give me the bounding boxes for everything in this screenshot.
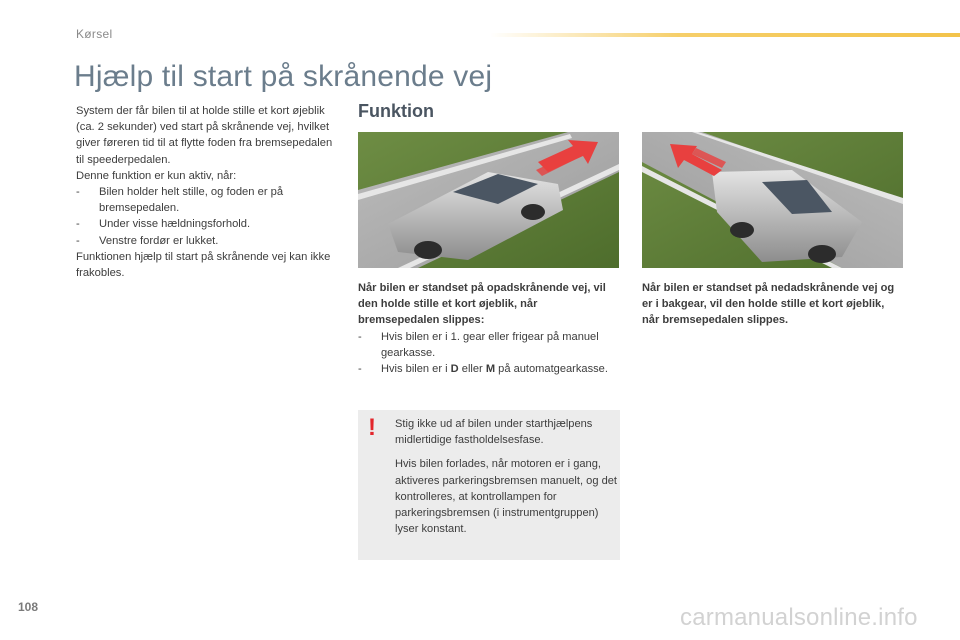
page-title: Hjælp til start på skrånende vej	[74, 60, 493, 93]
intro-bullet: - Venstre fordør er lukket.	[76, 234, 219, 247]
warning-text	[395, 416, 617, 545]
intro-text	[76, 103, 338, 281]
warning-box	[358, 410, 620, 560]
section-heading: Funktion	[358, 101, 434, 121]
intro-paragraph: Funktionen hjælp til start på skrånende vej kan ikke frakobles.	[76, 250, 331, 280]
uphill-caption	[358, 280, 620, 377]
warning-paragraph: Hvis bilen forlades, når motoren er i gang, aktiveres parkeringsbremsen manuelt, og det kontrolleres, at kontrollampen for parkeringsbremsen (i instrumentgruppen) lyser konstant.	[395, 458, 617, 536]
intro-condition-lead: Denne funktion er kun aktiv, når:	[76, 169, 237, 182]
intro-bullet: - Bilen holder helt stille, og foden er på bremsepedalen.	[76, 186, 284, 215]
warning-icon: !	[368, 414, 376, 441]
uphill-bullet: - Hvis bilen er i 1. gear eller frigear på manuel gearkasse.	[358, 330, 599, 359]
downhill-caption-bold: Når bilen er standset på nedadskrånende vej og er i bakgear, vil den holde stille et kort øjeblik, når bremsepedalen slippes.	[642, 282, 895, 327]
uphill-bullet: - Hvis bilen er i D eller M på automatgearkasse.	[358, 363, 608, 376]
watermark: carmanualsonline.info	[680, 604, 918, 631]
header-gradient-bar	[490, 33, 960, 37]
intro-paragraph: System der får bilen til at holde stille et kort øjeblik (ca. 2 sekunder) ved start på skrånende vej, hvilket giver føreren tid til at flytte foden fra bremsepedalen til speederpedalen.	[76, 105, 333, 166]
uphill-illustration	[358, 132, 619, 268]
warning-paragraph: Stig ikke ud af bilen under starthjælpens midlertidige fastholdelsesfase.	[395, 418, 593, 447]
page-number: 108	[18, 600, 39, 614]
downhill-caption	[642, 280, 904, 329]
intro-bullet: - Under visse hældningsforhold.	[76, 218, 251, 231]
section-label: Kørsel	[76, 27, 113, 41]
uphill-caption-bold: Når bilen er standset på opadskrånende vej, vil den holde stille et kort øjeblik, når bremsepedalen slippes:	[358, 282, 606, 327]
downhill-illustration	[642, 132, 903, 268]
